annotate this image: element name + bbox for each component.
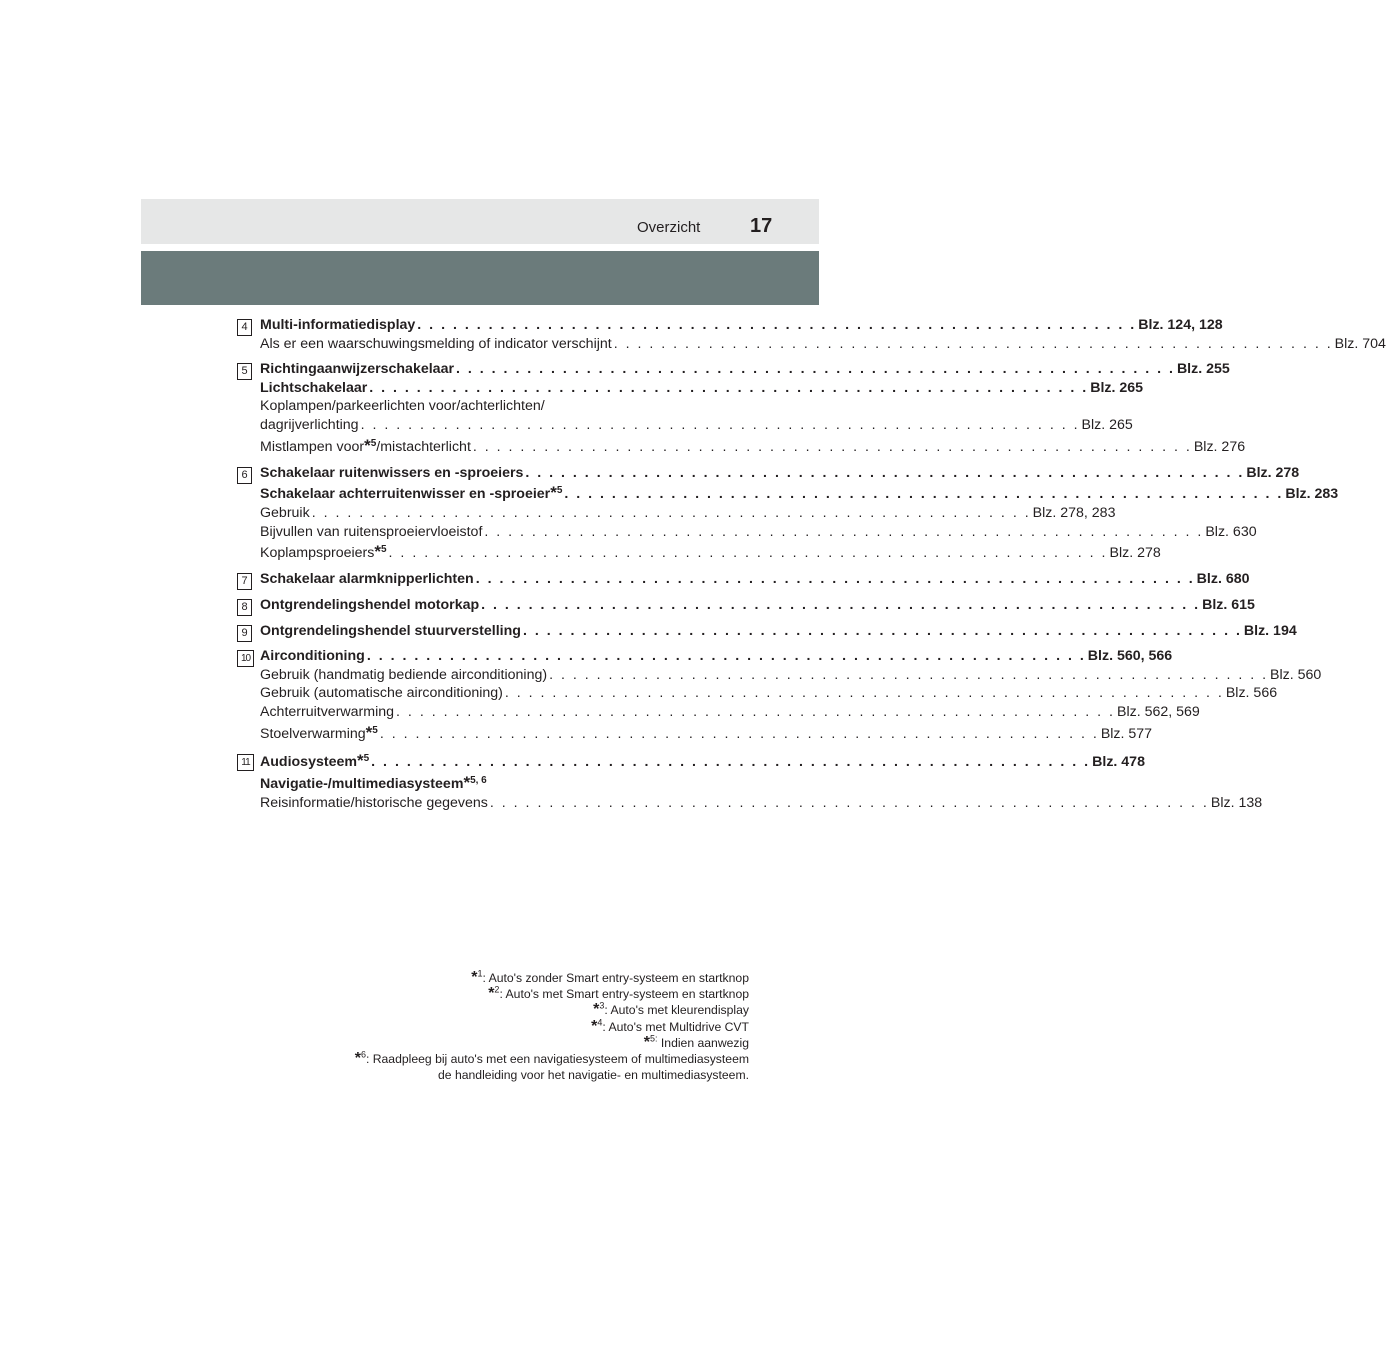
page-reference: Blz. 276 [1193,438,1246,455]
page-reference: Blz. 278 [1109,545,1161,562]
page-reference: Blz. 255 [1176,361,1230,378]
page-reference: Blz. 615 [1202,596,1255,613]
leader-dots: . . . . . . . . . . . . . . . . . . . . . . . . . . . . . . . . . . . . . . . . . . . . . . . . . . . . . . . . . . . . . [613,335,1333,352]
entry-label [260,483,562,504]
entry-label [260,379,367,398]
footnote-marker: 5 [370,437,377,449]
leader-dots: . . . . . . . . . . . . . . . . . . . . . . . . . . . . . . . . . . . . . . . . . . . . . . . . . . . . . . . . . . . . . [379,725,1099,742]
leader-dots: . . . . . . . . . . . . . . . . . . . . . . . . . . . . . . . . . . . . . . . . . . . . . . . . . . . . . . . . . . . . . [489,794,1209,811]
page-reference: Blz. 278 [1246,464,1300,481]
callout-number-badge: 4 [237,319,252,336]
entry-label [260,504,310,523]
leader-dots: . . . . . . . . . . . . . . . . . . . . . . . . . . . . . . . . . . . . . . . . . . . . . . . . . . . . . . . . . . . . . [481,596,1201,613]
section-title: Overzicht [637,219,701,236]
index-entry [260,379,1144,398]
leader-dots: . . . . . . . . . . . . . . . . . . . . . . . . . . . . . . . . . . . . . . . . . . . . . . . . . . . . . . . . . . . . . [417,317,1137,333]
footnote-text: : Auto's met Smart entry-systeem en startknop [499,987,749,1002]
footnote-marker: 5 [380,544,387,556]
header-band [141,251,819,305]
index-group [237,464,1339,564]
leader-dots: . . . . . . . . . . . . . . . . . . . . . . . . . . . . . . . . . . . . . . . . . . . . . . . . . . . . . . . . . . . . . [472,438,1192,455]
footnotes [229,970,749,1083]
entry-label [260,773,487,794]
entry-label-text: Bijvullen van ruitensproeiervloeistof [260,523,483,540]
index-group [237,316,1386,353]
footnote-line [229,1067,749,1083]
entry-label [260,360,454,379]
footnote-number: 1 [477,968,483,979]
index-entry [260,360,1230,379]
entry-label [260,596,479,615]
index-group [237,622,1297,641]
entry-label-text: Audiosysteem [260,753,357,770]
entry-label-text: Gebruik [260,505,310,522]
index-entry [260,596,1255,615]
footnote-text: : Raadpleeg bij auto's met een navigatiesysteem of multimediasysteem [365,1052,749,1067]
footnote-line [229,1002,749,1018]
entry-label-text: Koplampen/parkeerlichten voor/achterlichten/ [260,398,545,415]
footnote-asterisk: * [356,750,364,770]
footnote-line [229,1051,749,1067]
page-reference: Blz. 566 [1225,685,1278,702]
footnote-marker: 5, 6 [470,774,487,786]
footnote-number: 6 [360,1049,366,1060]
entry-label-text: Richtingaanwijzerschakelaar [260,361,454,378]
index-entry [260,542,1161,563]
footnote-asterisk: * [488,985,495,1003]
entry-label-text: Schakelaar achterruitenwisser en -sproeier [260,486,551,503]
entry-label [260,335,612,354]
leader-dots: . . . . . . . . . . . . . . . . . . . . . . . . . . . . . . . . . . . . . . . . . . . . . . . . . . . . . . . . . . . . . [366,648,1086,665]
leader-dots: . . . . . . . . . . . . . . . . . . . . . . . . . . . . . . . . . . . . . . . . . . . . . . . . . . . . . . . . . . . . . [369,379,1089,396]
callout-number-badge: 6 [237,467,252,484]
entry-label [260,523,482,542]
index-entry [260,464,1300,483]
footnote-asterisk: * [365,722,373,742]
leader-dots: . . . . . . . . . . . . . . . . . . . . . . . . . . . . . . . . . . . . . . . . . . . . . . . . . . . . . . . . . . . . . [371,753,1091,770]
footnote-asterisk: * [374,542,381,562]
footnote-line [229,1019,749,1035]
index-group [237,360,1246,456]
entry-label-text: Airconditioning [260,648,365,665]
callout-number-badge: 10 [237,650,254,667]
entry-label-text: dagrijverlichting [260,416,359,433]
entry-label [260,464,523,483]
entry-label-text: Gebruik (handmatig bediende airconditioning) [260,666,548,683]
footnote-text: de handleiding voor het navigatie- en multimediasysteem. [438,1068,749,1083]
footnote-number: 4 [597,1017,603,1028]
leader-dots: . . . . . . . . . . . . . . . . . . . . . . . . . . . . . . . . . . . . . . . . . . . . . . . . . . . . . . . . . . . . . [455,361,1175,378]
entry-label-text: Ontgrendelingshendel motorkap [260,596,480,613]
footnote-asterisk: * [471,969,478,986]
header-bar [141,199,819,244]
entry-label [260,751,369,772]
index-entry [260,647,1173,666]
page-reference: Blz. 560, 566 [1087,648,1173,665]
entry-label [260,794,488,813]
callout-number-badge: 7 [237,573,252,590]
index-entry [260,335,1386,354]
page-reference: Blz. 577 [1100,725,1153,742]
index-entry [260,750,1145,772]
entry-label-text: Als er een waarschuwingsmelding of indicator verschijnt [260,335,612,352]
page-reference: Blz. 124, 128 [1138,317,1223,333]
index-entry [260,773,723,794]
entry-label [260,684,503,703]
footnote-line [229,970,749,986]
index-list [237,316,1386,819]
page-reference: Blz. 283 [1285,486,1339,503]
page-reference: Blz. 265 [1081,416,1133,433]
entry-label-text: Navigatie-/multimediasysteem [260,775,464,792]
leader-dots: . . . . . . . . . . . . . . . . . . . . . . . . . . . . . . . . . . . . . . . . . . . . . . . . . . . . . . . . . . . . . [484,523,1204,540]
leader-dots: . . . . . . . . . . . . . . . . . . . . . . . . . . . . . . . . . . . . . . . . . . . . . . . . . . . . . . . . . . . . . [388,545,1108,562]
page-reference: Blz. 630 [1205,523,1257,540]
footnote-line [229,1035,749,1051]
entry-label [260,647,365,666]
entry-label-text: Lichtschakelaar [260,379,368,396]
page-reference: Blz. 265 [1090,379,1144,396]
leader-dots: . . . . . . . . . . . . . . . . . . . . . . . . . . . . . . . . . . . . . . . . . . . . . . . . . . . . . . . . . . . . . [360,416,1080,433]
leader-dots: . . . . . . . . . . . . . . . . . . . . . . . . . . . . . . . . . . . . . . . . . . . . . . . . . . . . . . . . . . . . . [311,505,1031,522]
footnote-text: : Auto's met kleurendisplay [604,1003,749,1018]
entry-label [260,316,415,335]
index-entry [260,570,1250,589]
entry-label-text: Schakelaar ruitenwissers en -sproeiers [260,464,524,481]
footnote-line [229,986,749,1002]
index-entry [260,523,1257,542]
footnote-number: 5: [650,1033,658,1044]
entry-label [260,436,471,457]
footnote-text: : Auto's met Multidrive CVT [602,1019,749,1034]
entry-label [260,666,547,685]
index-entry [260,703,1200,722]
index-entry [260,666,1322,685]
entry-label-text: Multi-informatiedisplay [260,317,416,333]
callout-number-badge: 5 [237,363,252,380]
entry-label-text: Koplampsproeiers [260,545,375,562]
page-reference: Blz. 194 [1243,622,1297,639]
entry-label-text: Mistlampen voor [260,438,365,455]
index-entry [260,684,1278,703]
entry-label-text: Reisinformatie/historische gegevens [260,794,488,811]
index-entry [260,397,723,416]
index-entry [260,794,1263,813]
index-entry [260,622,1297,641]
footnote-text: : Auto's zonder Smart entry-systeem en startknop [482,971,749,985]
page-reference: Blz. 560 [1270,666,1322,683]
entry-label-text: Achterruitverwarming [260,703,395,720]
entry-label [260,542,387,563]
entry-label [260,723,378,744]
leader-dots: . . . . . . . . . . . . . . . . . . . . . . . . . . . . . . . . . . . . . . . . . . . . . . . . . . . . . . . . . . . . . [475,571,1195,588]
entry-label [260,703,394,722]
entry-label-suffix: /mistachterlicht [376,438,471,455]
entry-label [260,416,359,435]
entry-label [260,397,545,416]
index-entry [260,435,1246,457]
page-reference: Blz. 562, 569 [1117,703,1200,720]
footnote-marker: 5 [556,485,563,497]
footnote-asterisk: * [550,483,557,503]
leader-dots: . . . . . . . . . . . . . . . . . . . . . . . . . . . . . . . . . . . . . . . . . . . . . . . . . . . . . . . . . . . . . [396,703,1115,720]
index-group [237,647,1322,743]
footnote-asterisk: * [354,1050,361,1068]
index-entry [260,504,1116,523]
callout-number-badge: 8 [237,599,252,616]
footnote-asterisk: * [364,435,371,455]
entry-label [260,622,521,641]
callout-number-badge: 11 [237,754,254,771]
entry-label-text: Ontgrendelingshendel stuurverstelling [260,622,521,639]
entry-label-text: Schakelaar alarmknipperlichten [260,571,474,588]
page-reference: Blz. 680 [1196,571,1250,588]
footnote-asterisk: * [593,1001,600,1019]
page-reference: Blz. 704 [1334,335,1386,352]
leader-dots: . . . . . . . . . . . . . . . . . . . . . . . . . . . . . . . . . . . . . . . . . . . . . . . . . . . . . . . . . . . . . [522,622,1242,639]
footnote-asterisk: * [591,1017,598,1035]
index-group [237,750,1263,813]
index-entry [260,416,1133,435]
leader-dots: . . . . . . . . . . . . . . . . . . . . . . . . . . . . . . . . . . . . . . . . . . . . . . . . . . . . . . . . . . . . . [525,464,1245,481]
leader-dots: . . . . . . . . . . . . . . . . . . . . . . . . . . . . . . . . . . . . . . . . . . . . . . . . . . . . . . . . . . . . . [549,666,1269,683]
index-entry [260,483,1339,504]
footnote-marker: 5 [372,724,378,736]
index-group [237,570,1250,589]
index-entry [260,316,1223,335]
footnote-asterisk: * [463,772,471,792]
index-entry [260,722,1153,744]
page-reference: Blz. 478 [1092,753,1145,770]
callout-number-badge: 9 [237,625,252,642]
footnote-marker: 5 [363,752,370,764]
leader-dots: . . . . . . . . . . . . . . . . . . . . . . . . . . . . . . . . . . . . . . . . . . . . . . . . . . . . . . . . . . . . . [504,685,1224,702]
index-group [237,596,1255,615]
page-reference: Blz. 278, 283 [1032,505,1116,522]
page-reference: Blz. 138 [1210,794,1263,811]
footnote-asterisk: * [643,1033,650,1051]
leader-dots: . . . . . . . . . . . . . . . . . . . . . . . . . . . . . . . . . . . . . . . . . . . . . . . . . . . . . . . . . . . . . [564,486,1284,503]
footnote-text: Indien aanwezig [657,1035,749,1050]
footnote-number: 3 [599,1001,605,1012]
page-number: 17 [750,215,773,237]
entry-label-text: Gebruik (automatische airconditioning) [260,685,503,702]
footnote-number: 2 [494,984,500,995]
entry-label [260,570,474,589]
entry-label-text: Stoelverwarming [260,725,366,742]
